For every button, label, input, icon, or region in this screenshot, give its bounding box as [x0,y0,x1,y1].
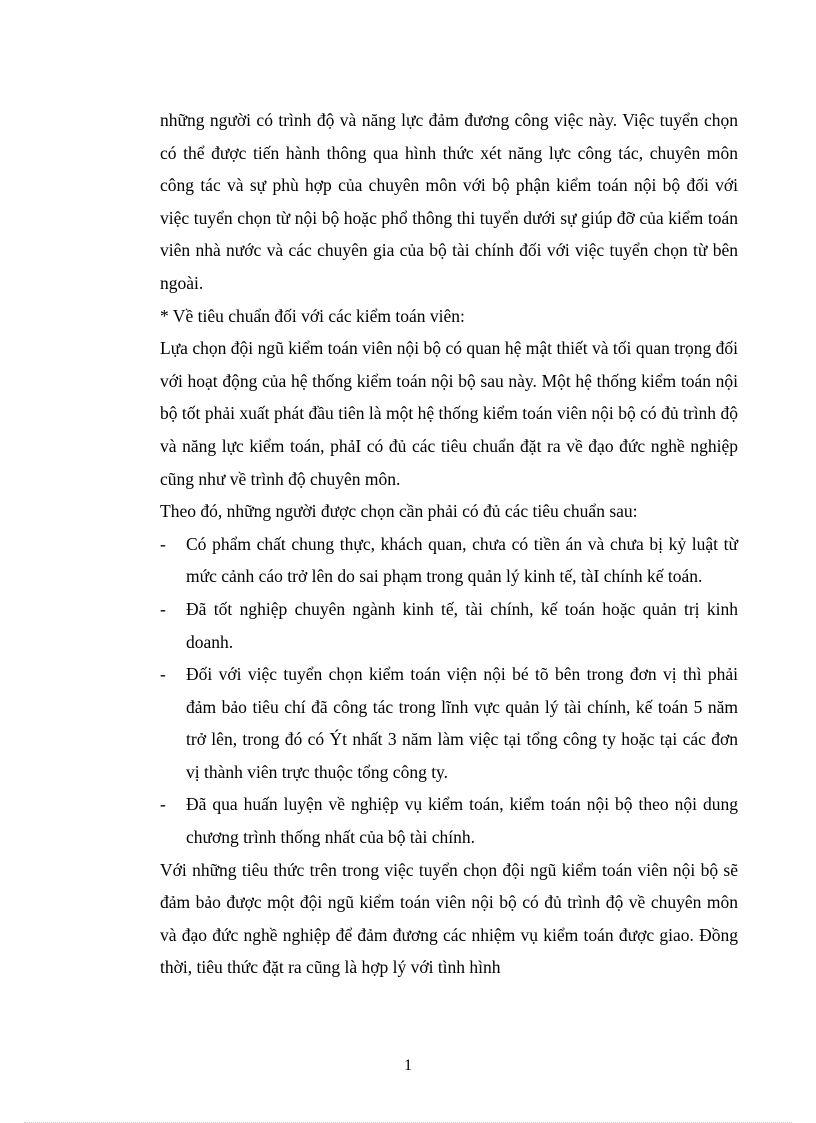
paragraph-selection-importance: Lựa chọn đội ngũ kiểm toán viên nội bộ có quan hệ mật thiết và tối quan trọng đối với hoạt động của hệ thống kiểm toán nội bộ sau này. Một hệ thống kiểm toán nội bộ tốt phải xuất phát đầu tiên là một hệ thống kiểm toán viên nội bộ có đủ trình độ và năng lực kiểm toán, phảI có đủ các tiêu chuẩn đặt ra về đạo đức nghề nghiệp cũng như về trình độ chuyên môn. [160,338,738,489]
list-item [160,658,738,788]
section-heading-auditor-standards: * Về tiêu chuẩn đối với các kiểm toán viên: [160,305,465,326]
list-item-text: Đã qua huấn luyện về nghiệp vụ kiểm toán, kiểm toán nội bộ theo nội dung chương trình thống nhất của bộ tài chính. [186,794,738,848]
list-item [160,528,738,593]
page-body [160,104,738,984]
list-item [160,593,738,658]
paragraph-criteria-intro: Theo đó, những người được chọn cần phải có đủ các tiêu chuẩn sau: [160,501,638,522]
dash-bullet-icon: - [160,664,166,685]
list-item-text: Có phẩm chất chung thực, khách quan, chưa có tiền án và chưa bị kỷ luật từ mức cảnh cáo trở lên do sai phạm trong quản lý kinh tế, tàI chính kế toán. [186,533,738,587]
list-item-text: Đối với việc tuyển chọn kiểm toán viện nội bé tõ bên trong đơn vị thì phải đảm bảo tiêu chí đã công tác trong lĩnh vực quản lý tài chính, kế toán 5 năm trở lên, trong đó có Ýt nhất 3 năm làm việc tại tổng công ty hoặc tại các đơn vị thành viên trực thuộc tổng công ty. [186,664,738,782]
dash-bullet-icon: - [160,794,166,815]
list-item-text: Đã tốt nghiệp chuyên ngành kinh tế, tài chính, kế toán hoặc quản trị kinh doanh. [186,598,738,652]
page-number: 1 [404,1057,412,1074]
dash-bullet-icon: - [160,533,166,554]
dash-bullet-icon: - [160,598,166,619]
paragraph-conclusion: Với những tiêu thức trên trong việc tuyển chọn đội ngũ kiểm toán viên nội bộ sẽ đảm bảo được một đội ngũ kiểm toán viên nội bộ có đủ trình độ về chuyên môn và đạo đức nghề nghiệp để đảm đương các nhiệm vụ kiểm toán được giao. Đồng thời, tiêu thức đặt ra cũng là hợp lý với tình hình [160,859,738,978]
paragraph-recruitment: những người có trình độ và năng lực đảm đương công việc này. Việc tuyển chọn có thể được tiến hành thông qua hình thức xét năng lực công tác, chuyên môn công tác và sự phù hợp của chuyên môn với bộ phận kiểm toán nội bộ đối với việc tuyển chọn từ nội bộ hoặc phổ thông thi tuyển dưới sự giúp đỡ của kiểm toán viên nhà nước và các chuyên gia của bộ tài chính đối với việc tuyển chọn từ bên ngoài. [160,110,738,293]
criteria-list [160,528,738,854]
list-item [160,788,738,853]
